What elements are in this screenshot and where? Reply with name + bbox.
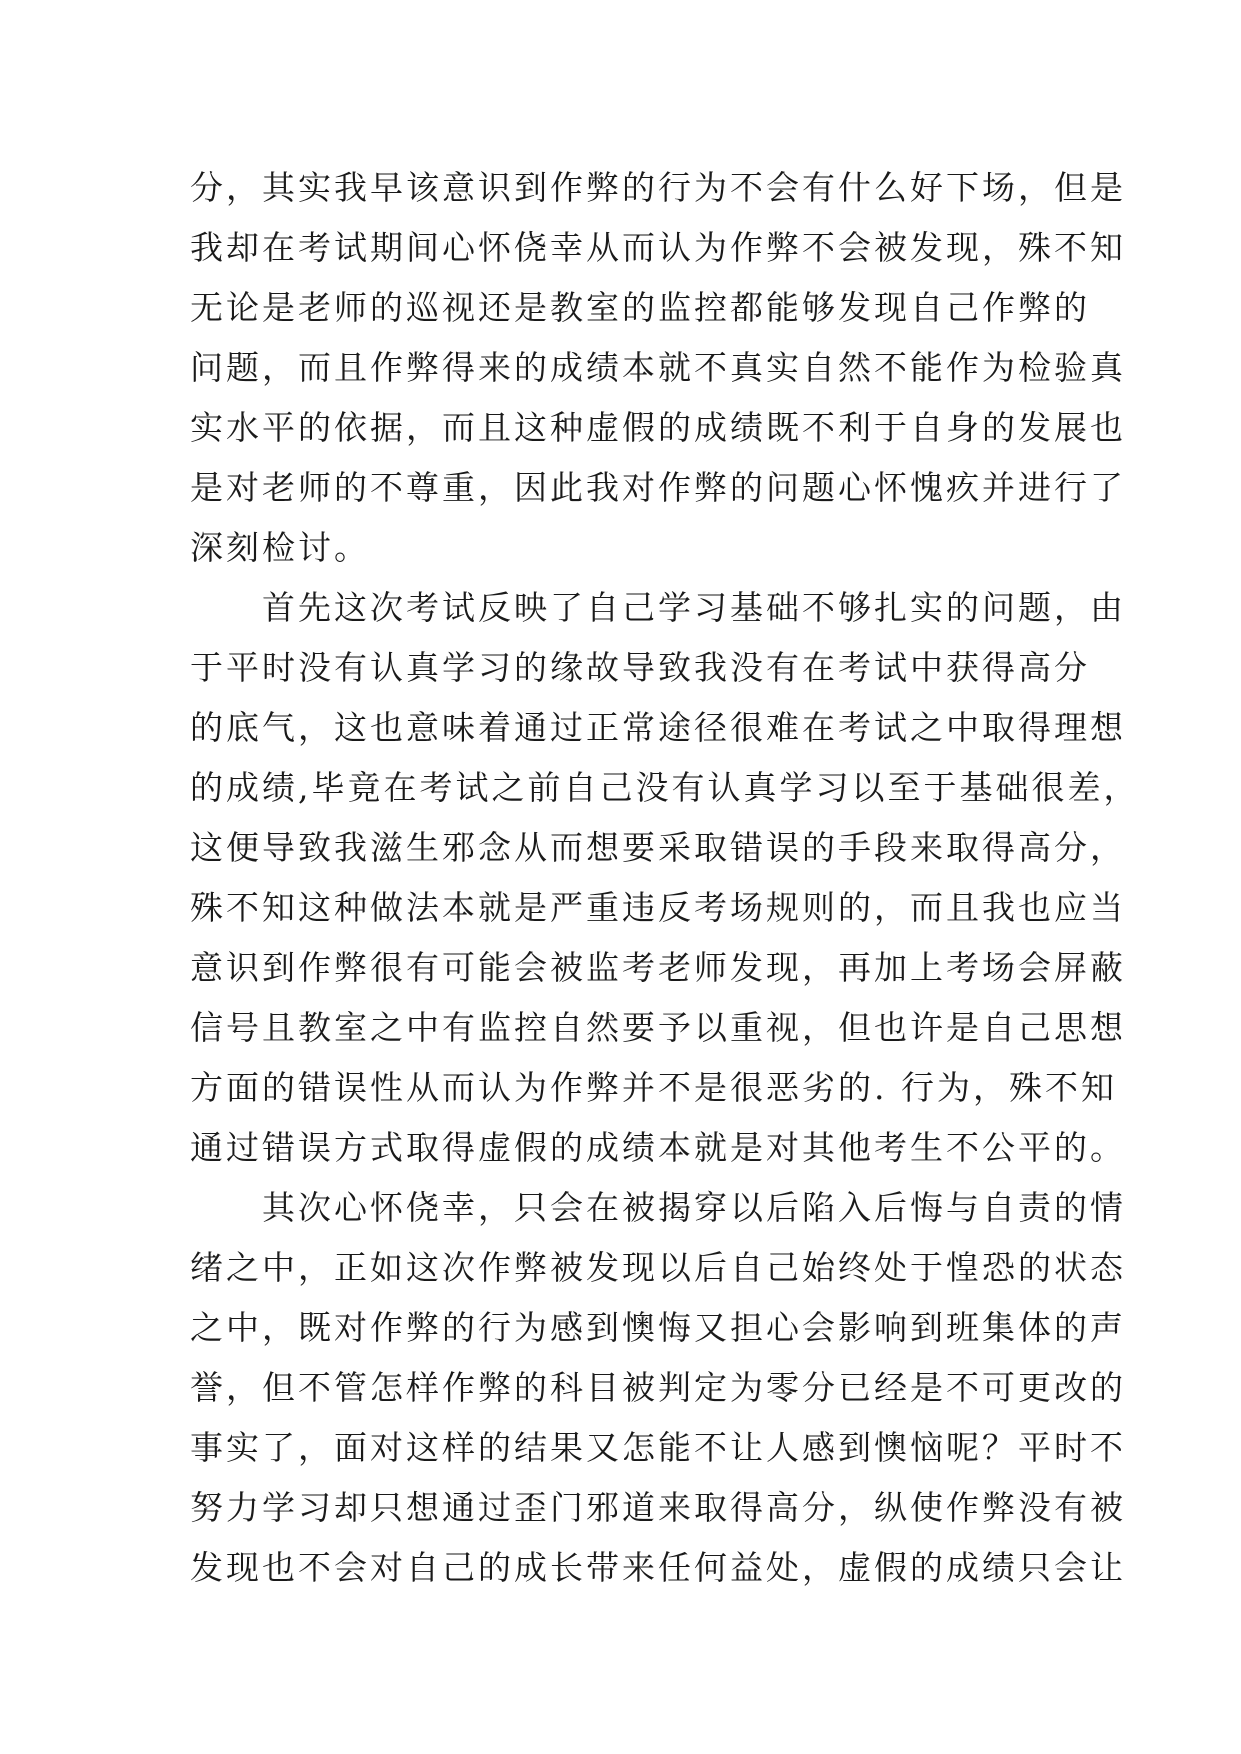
text-line: 之中，既对作弊的行为感到懊悔又担心会影响到班集体的声 — [190, 1308, 1126, 1347]
text-line: 其次心怀侥幸，只会在被揭穿以后陷入后悔与自责的情 — [190, 1188, 1126, 1227]
text-line: 誉，但不管怎样作弊的科目被判定为零分已经是不可更改的 — [190, 1368, 1126, 1407]
document-body — [190, 158, 1140, 1598]
text-line: 意识到作弊很有可能会被监考老师发现，再加上考场会屏蔽 — [190, 948, 1126, 987]
text-line: 绪之中，正如这次作弊被发现以后自己始终处于惶恐的状态 — [190, 1248, 1126, 1287]
text-line: 是对老师的不尊重，因此我对作弊的问题心怀愧疚并进行了 — [190, 468, 1126, 507]
text-line: 这便导致我滋生邪念从而想要采取错误的手段来取得高分， — [190, 828, 1126, 867]
text-line: 深刻检讨。 — [190, 528, 370, 567]
text-line: 发现也不会对自己的成长带来任何益处，虚假的成绩只会让 — [190, 1548, 1126, 1587]
text-line: 信号且教室之中有监控自然要予以重视，但也许是自己思想 — [190, 1008, 1126, 1047]
text-line: 的成绩,毕竟在考试之前自己没有认真学习以至于基础很差， — [190, 768, 1140, 807]
text-line: 于平时没有认真学习的缘故导致我没有在考试中获得高分 — [190, 648, 1090, 687]
text-line: 事实了，面对这样的结果又怎能不让人感到懊恼呢？平时不 — [190, 1428, 1126, 1467]
text-line: 殊不知这种做法本就是严重违反考场规则的，而且我也应当 — [190, 888, 1126, 927]
text-line: 努力学习却只想通过歪门邪道来取得高分，纵使作弊没有被 — [190, 1488, 1126, 1527]
text-line: 首先这次考试反映了自己学习基础不够扎实的问题，由 — [190, 588, 1126, 627]
text-line: 的底气，这也意味着通过正常途径很难在考试之中取得理想 — [190, 708, 1126, 747]
text-line: 问题，而且作弊得来的成绩本就不真实自然不能作为检验真 — [190, 348, 1126, 387]
text-line: 分，其实我早该意识到作弊的行为不会有什么好下场，但是 — [190, 168, 1126, 207]
text-line: 实水平的依据，而且这种虚假的成绩既不利于自身的发展也 — [190, 408, 1126, 447]
text-line: 方面的错误性从而认为作弊并不是很恶劣的. 行为，殊不知 — [190, 1068, 1117, 1107]
text-line: 通过错误方式取得虚假的成绩本就是对其他考生不公平的。 — [190, 1128, 1126, 1167]
text-line: 无论是老师的巡视还是教室的监控都能够发现自己作弊的 — [190, 288, 1090, 327]
text-line: 我却在考试期间心怀侥幸从而认为作弊不会被发现，殊不知 — [190, 228, 1126, 267]
